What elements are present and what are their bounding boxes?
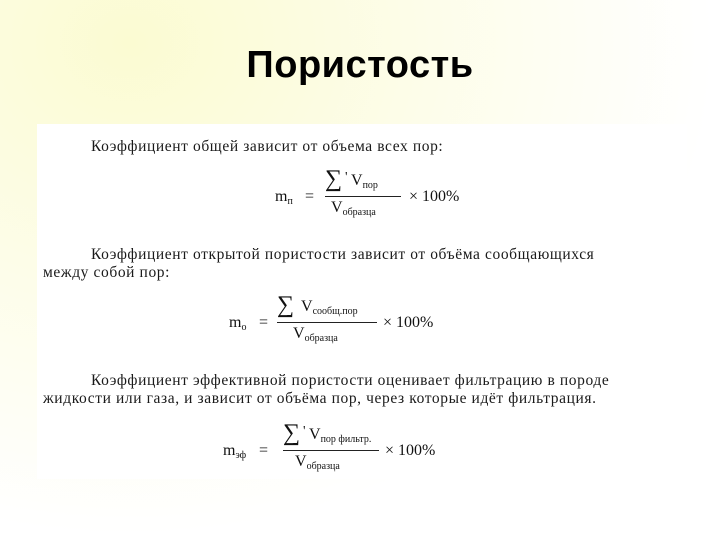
formula-denominator: Vобразца — [293, 325, 338, 344]
formula-equals: = — [259, 314, 269, 331]
formula-lhs: mп — [275, 188, 293, 207]
slide-title: Пористость — [246, 44, 474, 86]
formula-percent: × 100% — [385, 442, 436, 459]
paragraph-open-porosity-line1: Коэффициент открытой пористости зависит от объёма сообщающихся — [91, 246, 595, 263]
sigma-symbol: ∑ — [325, 166, 343, 192]
formula-numerator: Vпор — [351, 172, 378, 191]
sigma-symbol: ∑ — [277, 292, 295, 318]
fraction-bar — [277, 322, 377, 323]
fraction-bar — [283, 450, 379, 451]
formula-effective-porosity — [223, 420, 463, 476]
paragraph-effective-porosity-line1 — [91, 372, 609, 389]
prime-mark: ' — [303, 424, 306, 439]
formula-numerator: Vсообщ.пор — [301, 298, 358, 317]
sigma-symbol: ∑ — [283, 420, 301, 446]
formula-percent: × 100% — [383, 314, 434, 331]
formula-denominator: Vобразца — [331, 199, 376, 218]
content-panel — [37, 124, 687, 479]
formula-denominator: Vобразца — [295, 453, 340, 472]
paragraph-effective-text: Коэффициент эффективной пористости оценивает фильтрацию в породе — [91, 372, 610, 389]
formula-numerator: Vпор фильтр. — [309, 426, 372, 445]
formula-lhs: mэф — [223, 442, 247, 461]
formula-lhs: mо — [229, 314, 247, 333]
fraction-bar — [325, 196, 401, 197]
formula-equals: = — [305, 188, 315, 205]
formula-total-porosity — [275, 166, 475, 222]
paragraph-effective-porosity-line2: жидкости или газа, и зависит от объёма пор, через которые идёт фильтрация. — [43, 390, 597, 407]
paragraph-open-porosity-line2: между собой пор: — [43, 264, 171, 281]
formula-equals: = — [259, 442, 269, 459]
formula-percent: × 100% — [409, 188, 460, 205]
formula-open-porosity — [229, 292, 459, 348]
prime-mark: ' — [345, 170, 348, 185]
paragraph-total-porosity: Коэффициент общей зависит от объема всех пор: — [91, 138, 444, 155]
